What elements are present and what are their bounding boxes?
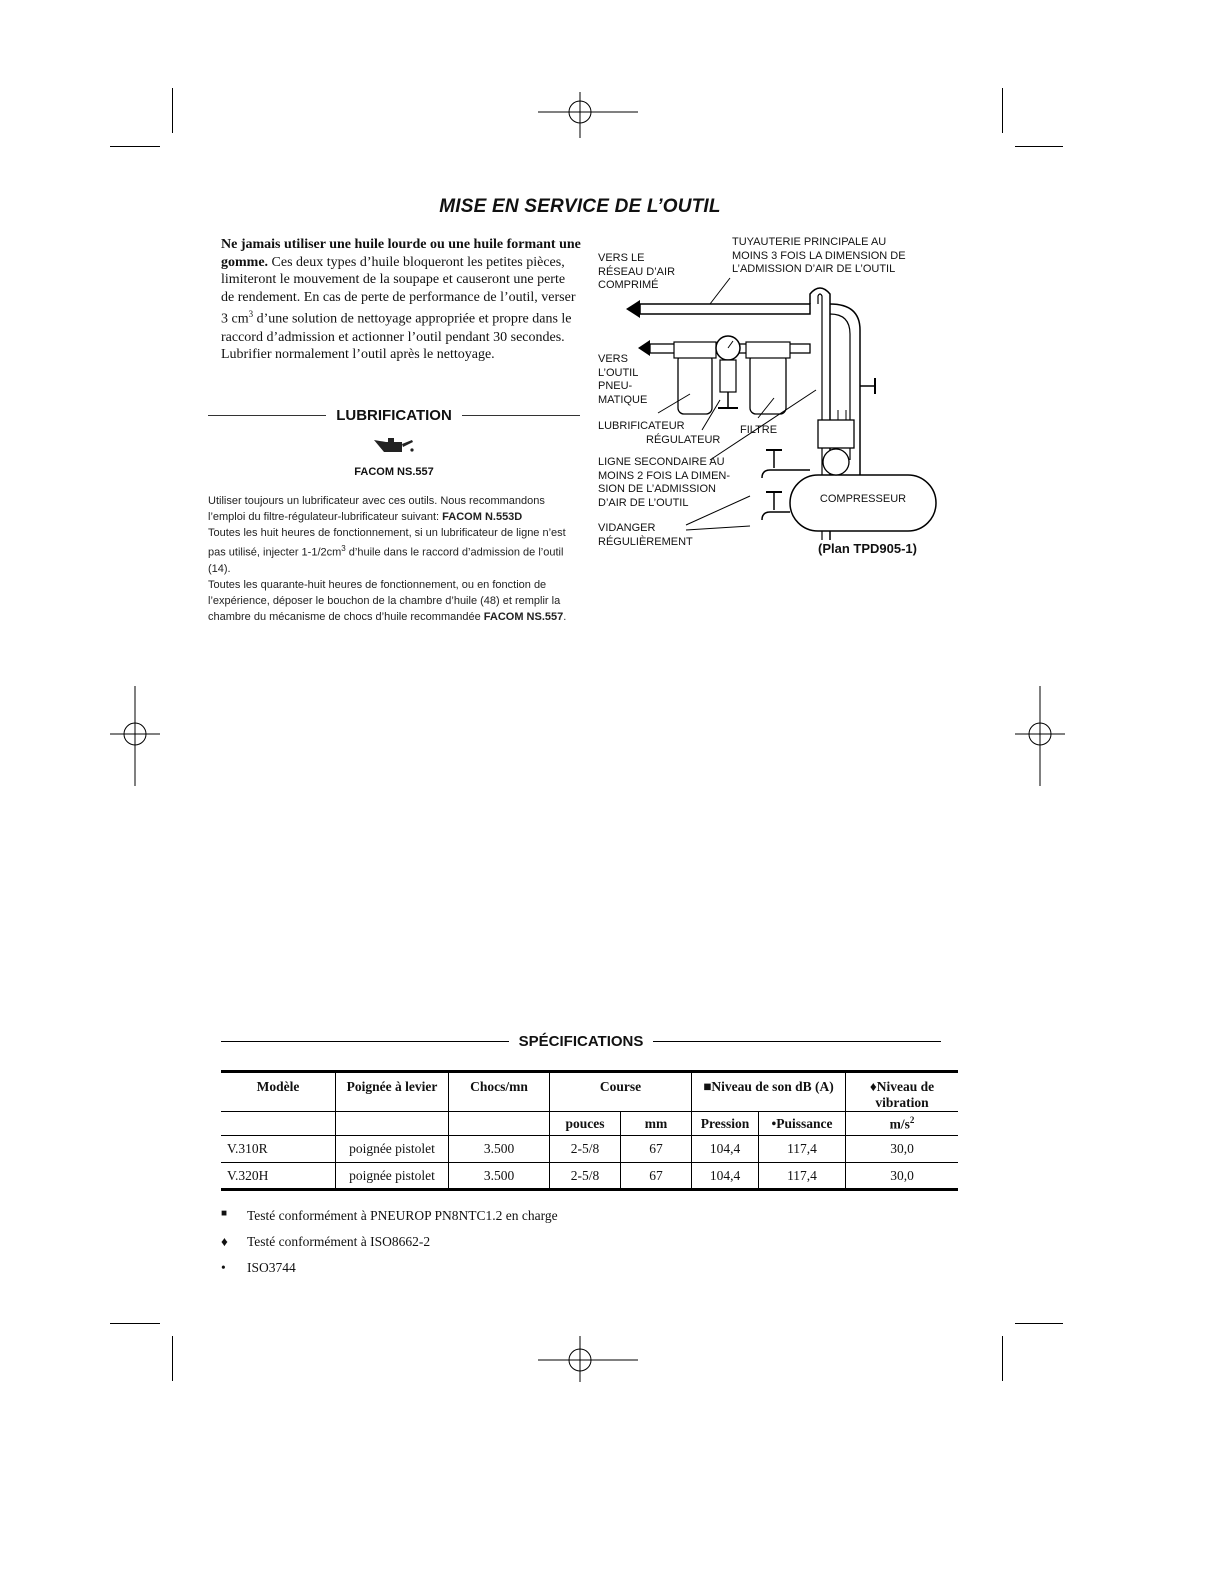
cell-pouces: 2-5/8 bbox=[550, 1163, 621, 1190]
cell-chocs: 3.500 bbox=[449, 1136, 550, 1163]
subheader-puissance: •Puissance bbox=[759, 1112, 846, 1136]
label-line: MOINS 2 FOIS LA DIMEN- bbox=[598, 469, 731, 482]
page-title: MISE EN SERVICE DE L’OUTIL bbox=[439, 196, 721, 217]
label-regulateur: RÉGULATEUR bbox=[646, 434, 721, 446]
crop-mark bbox=[1015, 146, 1063, 147]
col-son: ■Niveau de son dB (A) bbox=[692, 1072, 846, 1112]
heading-rule bbox=[653, 1041, 941, 1042]
intro-sup: 3 bbox=[248, 309, 254, 320]
label-vers-reseau bbox=[598, 252, 675, 293]
specifications-table bbox=[221, 1070, 958, 1191]
label-line: L’ADMISSION D’AIR DE L’OUTIL bbox=[732, 263, 896, 276]
unit-ms2: m/s bbox=[889, 1116, 910, 1132]
label-tuyauterie bbox=[732, 236, 906, 277]
label-line: D’AIR DE L’OUTIL bbox=[598, 496, 689, 509]
col-modele: Modèle bbox=[256, 1079, 300, 1094]
label-vidanger bbox=[598, 522, 693, 549]
note-symbol: ♦ bbox=[221, 1234, 228, 1249]
label-line: MOINS 3 FOIS LA DIMENSION DE bbox=[732, 249, 906, 262]
note-text: Testé conformément à ISO8662-2 bbox=[247, 1234, 431, 1249]
cell-vibration: 30,0 bbox=[846, 1136, 959, 1163]
label-filtre: FILTRE bbox=[740, 424, 778, 436]
specifications-title: SPÉCIFICATIONS bbox=[518, 1033, 644, 1050]
cell-vibration: 30,0 bbox=[846, 1163, 959, 1190]
label-line: COMPRIMÉ bbox=[598, 279, 659, 292]
plan-reference: (Plan TPD905-1) bbox=[818, 541, 917, 556]
lub-p3-end: . bbox=[563, 611, 567, 624]
crop-mark bbox=[1015, 1323, 1063, 1324]
lubrification-text bbox=[208, 493, 580, 625]
cell-puissance: 117,4 bbox=[759, 1163, 846, 1190]
cell-puissance: 117,4 bbox=[759, 1136, 846, 1163]
lub-p2: Toutes les huit heures de fonctionnement, si un lubrificateur de ligne n’est pas utilisé, injecter 1-1/2cm bbox=[208, 527, 566, 559]
lub-p2-end: d’huile dans le raccord d’admission de l’outil (14). bbox=[208, 546, 564, 576]
note-text: Testé conformément à PNEUROP PN8NTC1.2 en charge bbox=[247, 1208, 558, 1223]
intro-paragraph bbox=[221, 236, 581, 364]
col-chocs: Chocs/mn bbox=[449, 1072, 550, 1112]
label-line: RÉSEAU D’AIR bbox=[598, 265, 676, 278]
note-item bbox=[221, 1234, 558, 1250]
crop-mark bbox=[172, 1336, 173, 1381]
label-line: TUYAUTERIE PRINCIPALE AU bbox=[732, 236, 887, 248]
subheader-ms2 bbox=[846, 1112, 959, 1136]
label-line: MATIQUE bbox=[598, 393, 648, 406]
cell-pression: 104,4 bbox=[692, 1136, 759, 1163]
table-row bbox=[221, 1163, 958, 1190]
subheader-empty bbox=[449, 1112, 550, 1136]
registration-mark-left bbox=[110, 686, 160, 786]
label-ligne-secondaire bbox=[598, 456, 730, 510]
label-line: SION DE L’ADMISSION bbox=[598, 483, 716, 496]
main-pipe bbox=[640, 304, 810, 314]
heading-rule bbox=[208, 415, 326, 416]
cell-poignee: poignée pistolet bbox=[336, 1163, 449, 1190]
oil-product-label: FACOM NS.557 bbox=[354, 466, 434, 478]
intro-text: Ces deux types d’huile bloqueront les petites pièces, limiteront le mouvement de la soupape et causeront une perte de rendement. En cas de perte de performance de l’outil, verser 3 cm bbox=[221, 254, 576, 328]
label-line: VERS bbox=[598, 353, 628, 365]
label-line: PNEU- bbox=[598, 380, 633, 393]
note-symbol: ■ bbox=[221, 1208, 228, 1219]
crop-mark bbox=[172, 88, 173, 133]
label-line: LIGNE SECONDAIRE AU bbox=[598, 456, 725, 468]
lubrification-heading bbox=[208, 407, 580, 424]
intro-warning: Ne jamais utiliser une huile lourde ou une huile formant une gomme. bbox=[221, 237, 581, 270]
subheader-mm: mm bbox=[621, 1112, 692, 1136]
table-row bbox=[221, 1136, 958, 1163]
arrow-network-icon bbox=[626, 300, 640, 318]
registration-mark-right bbox=[1015, 686, 1065, 786]
oil-can-icon bbox=[372, 436, 416, 456]
lub-p1-product: FACOM N.553D bbox=[442, 511, 523, 524]
crop-mark bbox=[1002, 88, 1003, 133]
registration-mark-top bbox=[538, 92, 638, 138]
unit-ms2-sup: 2 bbox=[909, 1114, 915, 1125]
crop-mark bbox=[110, 1323, 160, 1324]
heading-rule bbox=[462, 415, 580, 416]
lubrification-title: LUBRIFICATION bbox=[336, 407, 452, 424]
cell-mm: 67 bbox=[621, 1136, 692, 1163]
lubricator-bowl bbox=[678, 354, 712, 414]
col-vibration: ♦Niveau de vibration bbox=[846, 1072, 959, 1112]
note-item bbox=[221, 1208, 558, 1224]
note-symbol: • bbox=[221, 1260, 226, 1275]
label-line: VIDANGER bbox=[598, 522, 656, 534]
lub-p3-product: FACOM NS.557 bbox=[483, 611, 564, 624]
cell-modele: V.310R bbox=[227, 1141, 268, 1156]
crop-mark bbox=[1002, 1336, 1003, 1381]
cell-pression: 104,4 bbox=[692, 1163, 759, 1190]
label-line: RÉGULIÈREMENT bbox=[598, 535, 693, 548]
col-poignee: Poignée à levier bbox=[336, 1072, 449, 1112]
subheader-empty bbox=[221, 1112, 336, 1136]
note-item bbox=[221, 1260, 558, 1276]
specifications-heading bbox=[221, 1033, 941, 1050]
heading-rule bbox=[221, 1041, 509, 1042]
intro-text-end: d’une solution de nettoyage appropriée et propre dans le raccord d’admission et actionner l’outil pendant 30 secondes. Lubrifier normalement l’outil après le nettoyage. bbox=[221, 312, 572, 363]
cell-modele: V.320H bbox=[227, 1167, 269, 1183]
registration-mark-bottom bbox=[538, 1336, 638, 1382]
lub-p3: Toutes les quarante-huit heures de fonctionnement, ou en fonction de l’expérience, déposer le bouchon de la chambre d’huile (48) et remplir la chambre du mécanisme de chocs d’huile recommandée bbox=[208, 579, 561, 624]
label-vers-outil bbox=[598, 353, 647, 407]
label-line: L’OUTIL bbox=[598, 366, 639, 379]
subheader-pouces: pouces bbox=[550, 1112, 621, 1136]
label-compresseur: COMPRESSEUR bbox=[819, 493, 907, 505]
subheader-empty bbox=[336, 1112, 449, 1136]
cell-poignee: poignée pistolet bbox=[336, 1136, 449, 1163]
note-text: ISO3744 bbox=[247, 1260, 296, 1275]
cell-pouces: 2-5/8 bbox=[550, 1136, 621, 1163]
subheader-pression: Pression bbox=[692, 1112, 759, 1136]
lub-p2-sup: 3 bbox=[341, 544, 346, 554]
cell-chocs: 3.500 bbox=[449, 1163, 550, 1190]
label-lubrificateur: LUBRIFICATEUR bbox=[598, 420, 685, 432]
crop-mark bbox=[110, 146, 160, 147]
col-course: Course bbox=[550, 1072, 692, 1112]
lub-p1: Utiliser toujours un lubrificateur avec ces outils. Nous recommandons l’emploi du filtre-régulateur-lubrificateur suivant: bbox=[208, 495, 545, 524]
label-line: VERS LE bbox=[598, 252, 645, 264]
cell-mm: 67 bbox=[621, 1163, 692, 1190]
specification-notes bbox=[221, 1208, 558, 1286]
